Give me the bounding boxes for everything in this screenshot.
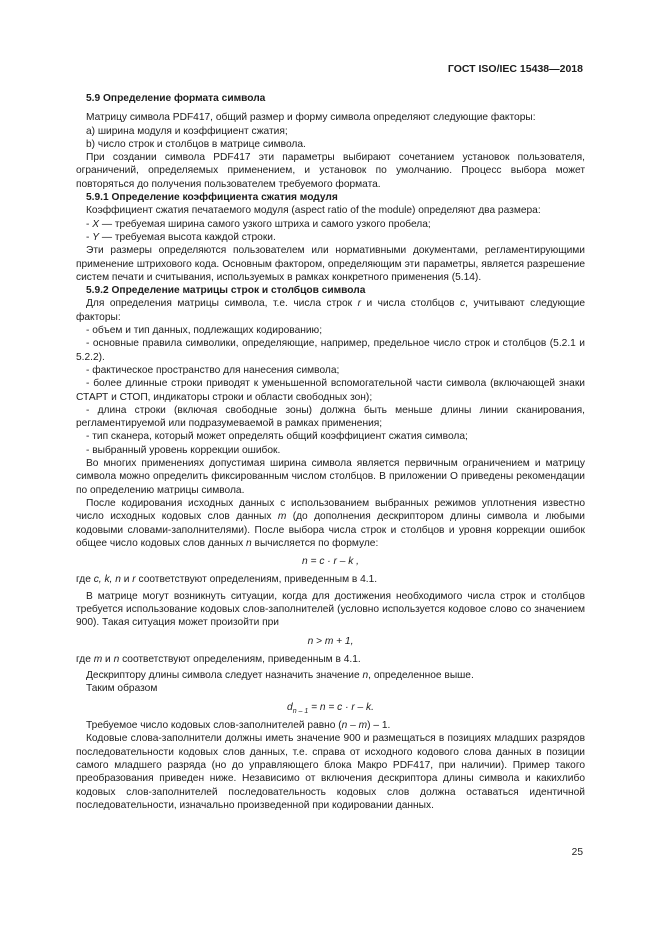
- formula-n: n = c · r – k ,: [302, 556, 359, 568]
- variable: n: [362, 670, 369, 682]
- text-span: , учитывают следующие факторы:: [76, 298, 585, 323]
- paragraph: Таким образом: [86, 683, 158, 695]
- text-span: — требуемая высота каждой строки.: [99, 231, 276, 243]
- text-span: где: [76, 653, 94, 665]
- paragraph: [76, 669, 585, 682]
- text-span: После кодирования исходных данных с использованием выбранных режимов уплотнения известно число исходных кодовых слов данных: [76, 497, 585, 523]
- text-span: и числа столбцов: [360, 298, 461, 310]
- text-span: где: [76, 574, 94, 586]
- list-item: - тип сканера, который может определять общий коэффициент сжатия символа;: [86, 431, 468, 443]
- paragraph: [76, 653, 585, 666]
- paragraph: [76, 719, 585, 732]
- list-item: b) число строк и столбцов в матрице символа.: [86, 138, 306, 150]
- variable: m: [93, 653, 103, 665]
- variable: X: [92, 218, 100, 230]
- variable: c, k, n: [93, 574, 121, 586]
- subscript: n – 1: [292, 707, 309, 715]
- text-span: Для определения матрицы символа, т.е. числа строк: [86, 298, 358, 310]
- paragraph: Во многих применениях допустимая ширина символа является первичным ограничением и матрицу символа можно определить фиксированным числом столбцов. В приложении О приведены рекомендации по определению матрицы символа.: [76, 458, 585, 496]
- list-item: - основные правила символики, определяющие, например, предельное число строк и столбцов (5.2.1 и 5.2.2).: [76, 338, 585, 363]
- text-span: ) – 1.: [367, 720, 391, 732]
- paragraph: Коэффициент сжатия печатаемого модуля (aspect ratio of the module) определяют два размера:: [86, 205, 541, 217]
- list-item: - X — требуемая ширина самого узкого штриха и самого узкого пробела;: [86, 218, 431, 230]
- paragraph: [76, 297, 585, 324]
- text-span: Требуемое число кодовых слов-заполнителей равно (: [86, 720, 342, 732]
- text-span: и: [102, 653, 114, 665]
- variable: Y: [92, 231, 100, 243]
- text-span: и: [120, 574, 133, 586]
- section-5-9-1-heading: 5.9.1 Определение коэффициента сжатия модуля: [86, 192, 338, 204]
- list-item: - более длинные строки приводят к уменьшенной вспомогательной части символа (включающей знаки СТАРТ и СТОП, индикаторы строки и области свободных зон);: [76, 378, 585, 403]
- variable: n: [113, 653, 120, 665]
- text-span: , определенное выше.: [368, 670, 474, 682]
- paragraph: [76, 573, 585, 586]
- section-5-9-heading: 5.9 Определение формата символа: [86, 93, 266, 104]
- text-span: = n = c · r – k.: [308, 701, 374, 713]
- formula-descriptor: [76, 701, 585, 714]
- text-span: (до дополнения дескриптором длины символа и любыми кодовыми словами-заполнителями). После выбора числа строк и столбцов и уровня коррекции ошибок общее число кодовых слов данных: [76, 511, 585, 549]
- text-span: вычисляется по формуле:: [251, 537, 379, 549]
- text-span: — требуемая ширина самого узкого штриха и самого узкого пробела;: [99, 218, 431, 230]
- text-span: соответствуют определениям, приведенным в 4.1.: [135, 574, 378, 586]
- page-number: 25: [571, 847, 583, 858]
- paragraph: Эти размеры определяются пользователем или нормативными документами, регламентирующими применение штрихового кода. Основным фактором, определяющим эти параметры, является разрешение систем печати и считывания, используемых в рамках конкретного применения (5.14).: [76, 245, 585, 283]
- variable: n – m: [341, 720, 368, 732]
- paragraph: При создании символа PDF417 эти параметры выбирают сочетанием установок пользователя, ограничений, определяемых применением, и установок по умолчанию. Процесс выбора может повторяться до получения пользователем требуемого формата.: [76, 152, 585, 190]
- paragraph: [76, 497, 585, 550]
- variable: m: [277, 511, 287, 523]
- list-item: - Y — требуемая высота каждой строки.: [86, 231, 276, 243]
- variable: n: [246, 537, 252, 549]
- text-span: Дескриптору длины символа следует назначить значение: [86, 670, 363, 682]
- variable: c: [460, 298, 466, 310]
- paragraph: Кодовые слова-заполнители должны иметь значение 900 и размещаться в позициях младших разрядов последовательности кодовых слов данных, т.е. справа от исходного кодового слова данных в позиции самого младшего разряда (но до управляющего блока Макро PDF417, при наличии). Пример такого преобразования приведен ниже. Независимо от включения дескриптора длины символа и какихлибо кодовых слов-заполнителей последовательность кодовых слов должна оставаться идентичной последовательности, изначально произведенной при кодировании данных.: [76, 733, 585, 811]
- paragraph: В матрице могут возникнуть ситуации, когда для достижения необходимого числа строк и столбцов требуется использование кодовых слов-заполнителей (условно используется кодовое слово со значением 900). Такая ситуация может произойти при: [76, 590, 585, 629]
- list-item: - выбранный уровень коррекции ошибок.: [86, 444, 281, 456]
- page-content: [76, 92, 585, 812]
- list-item: - фактическое пространство для нанесения символа;: [86, 364, 340, 376]
- variable: r: [357, 298, 361, 310]
- formula-condition: n > m + 1,: [307, 635, 354, 647]
- paragraph: Матрицу символа PDF417, общий размер и форму символа определяют следующие факторы:: [86, 112, 536, 124]
- variable: r: [132, 574, 136, 586]
- section-5-9-2-heading: 5.9.2 Определение матрицы строк и столбцов символа: [86, 285, 366, 297]
- text-span: d: [287, 701, 293, 713]
- text-span: соответствуют определениям, приведенным в 4.1.: [119, 653, 361, 665]
- list-item: a) ширина модуля и коэффициент сжатия;: [86, 125, 288, 137]
- list-item: - объем и тип данных, подлежащих кодированию;: [86, 325, 323, 337]
- list-item: - длина строки (включая свободные зоны) должна быть меньше длины линии сканирования, регламентируемой или подразумеваемой в рамках применения;: [76, 404, 585, 430]
- standard-header: ГОСТ ISO/IEC 15438—2018: [447, 63, 583, 75]
